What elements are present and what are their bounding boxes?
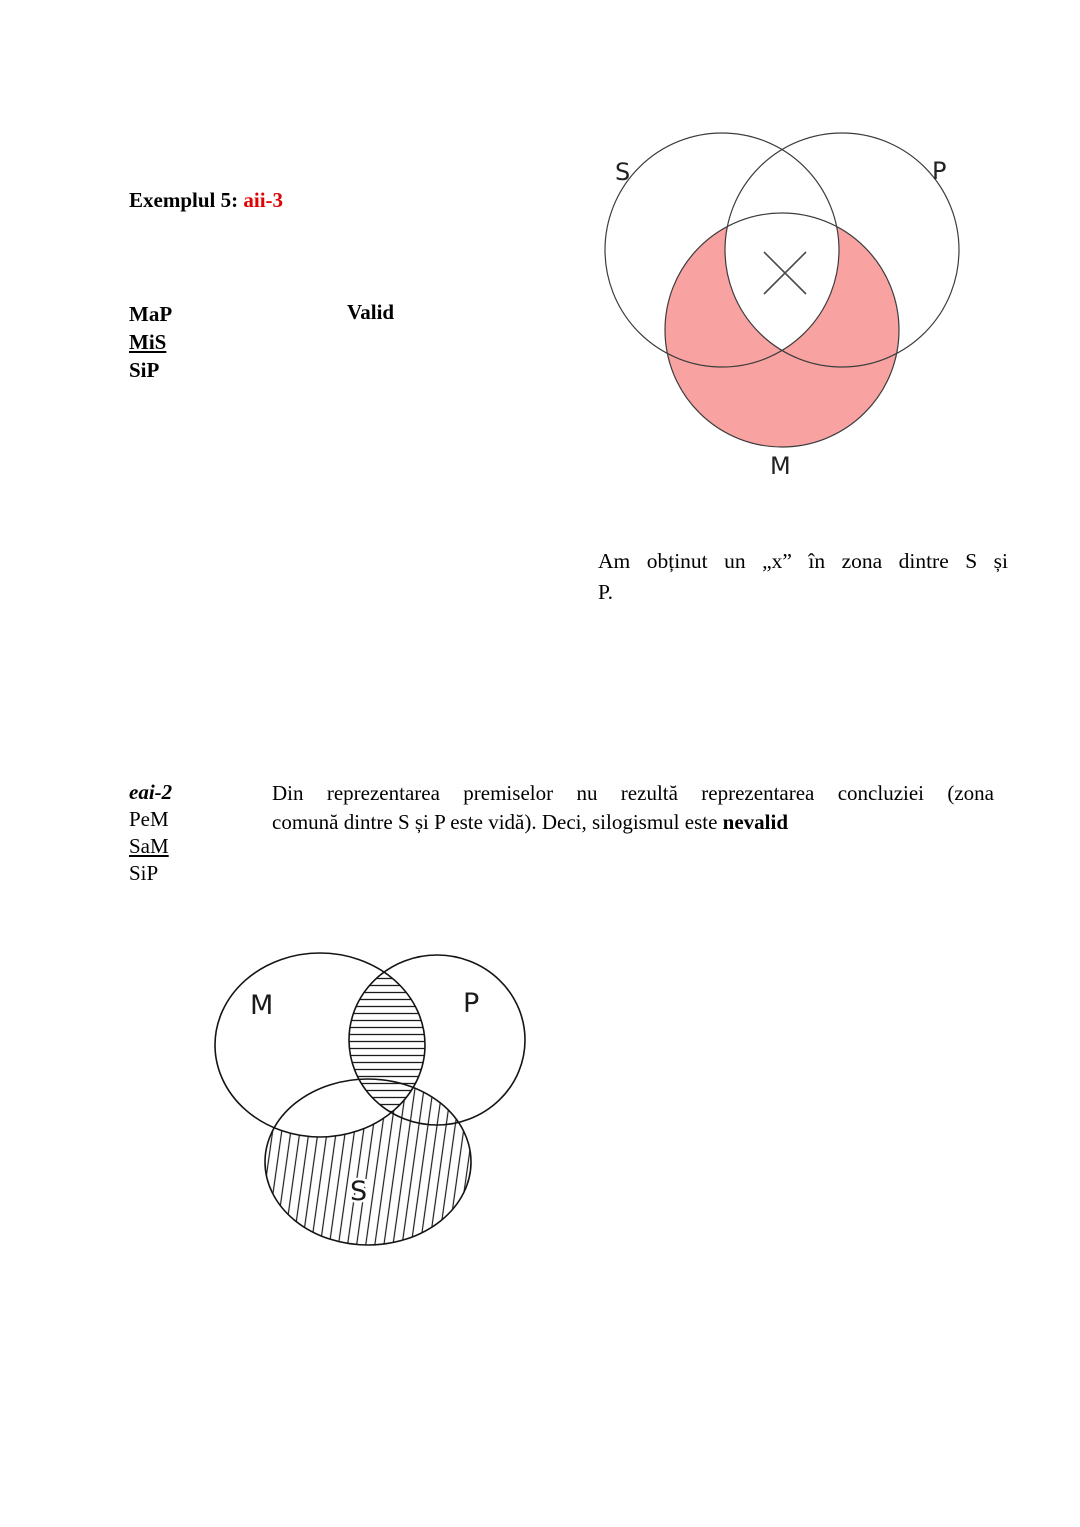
explanation-paragraph — [272, 779, 994, 837]
eai2-mood-label: eai-2 — [129, 780, 173, 804]
syllogism-aii3 — [129, 300, 172, 384]
venn1-label-m: M — [770, 452, 791, 480]
venn-diagram-eai2 — [195, 940, 545, 1270]
example5-heading-mood: aii-3 — [243, 188, 284, 212]
aii3-premise-1: MaP — [129, 302, 173, 326]
example5-heading-prefix: Exemplul 5 — [129, 188, 232, 212]
example5-heading-colon: : — [231, 188, 244, 212]
note-line-1: Am obținut un „x” în zona dintre S și — [598, 549, 1008, 573]
example5-heading — [129, 188, 283, 213]
venn1-label-p: P — [932, 157, 947, 185]
eai2-premise-1: PeM — [129, 807, 169, 831]
venn1-label-s: S — [615, 158, 631, 186]
venn2-s-hatched-region — [265, 1079, 471, 1245]
verdict-valid: Valid — [347, 300, 395, 324]
aii3-conclusion: SiP — [129, 358, 160, 382]
venn2-label-p: P — [463, 988, 480, 1019]
syllogism-eai2 — [129, 779, 172, 887]
note-line-2: P. — [598, 580, 613, 604]
venn2-label-m: M — [250, 990, 274, 1021]
eai2-conclusion: SiP — [129, 861, 159, 885]
venn2-label-s: S — [350, 1176, 368, 1207]
eai2-premise-2: SaM — [129, 834, 169, 858]
aii3-premise-2: MiS — [129, 330, 167, 354]
explanation-line-2 — [272, 808, 994, 837]
note-text — [598, 546, 1008, 608]
nevalid-emphasis: nevalid — [722, 810, 789, 834]
explanation-line-1: Din reprezentarea premiselor nu rezultă reprezentarea concluziei (zona — [272, 781, 994, 805]
venn-diagram-aii3 — [580, 118, 1000, 498]
explanation-line-2-text: comună dintre S și P este vidă). Deci, silogismul este — [272, 810, 723, 834]
